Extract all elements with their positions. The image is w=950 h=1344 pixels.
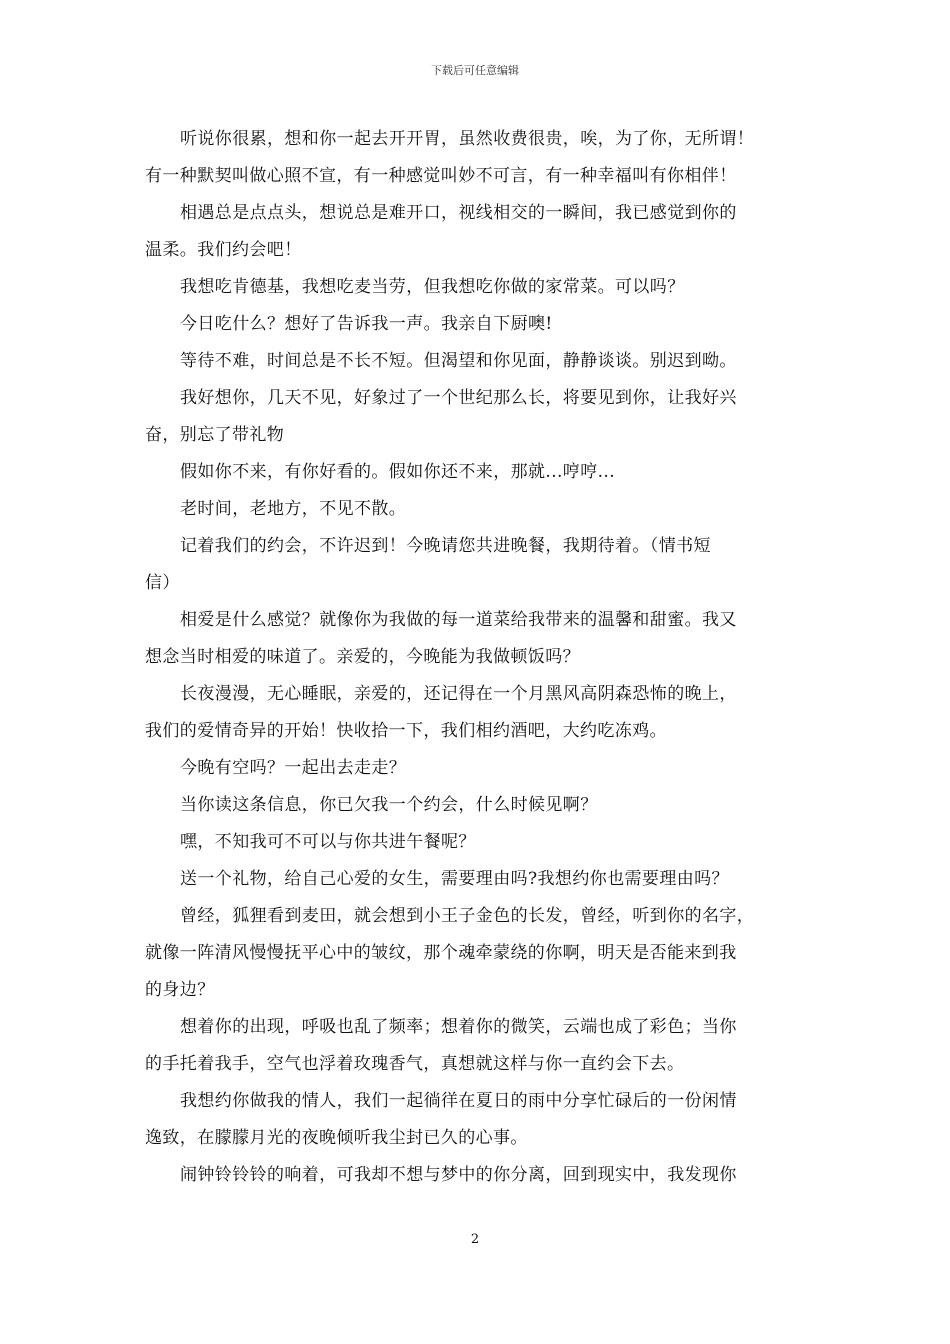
paragraph (145, 1009, 807, 1083)
paragraph (145, 343, 807, 380)
text-line: 我们的爱情奇异的开始！快收拾一下，我们相约酒吧，大约吃冻鸡。 (145, 721, 667, 741)
paragraph (145, 787, 807, 824)
paragraph (145, 454, 807, 491)
paragraph (145, 195, 807, 269)
paragraph (145, 380, 807, 454)
text-line: 的身边？ (145, 980, 215, 1000)
paragraph (145, 491, 807, 528)
text-line: 我好想你，几天不见，好象过了一个世纪那么长，将要见到你，让我好兴 (180, 388, 737, 408)
text-line: 逸致，在朦朦月光的夜晚倾听我尘封已久的心事。 (145, 1128, 528, 1148)
paragraph (145, 1083, 807, 1157)
paragraph (145, 269, 807, 306)
text-line: 听说你很累，想和你一起去开开胃，虽然收费很贵，唉，为了你，无所谓！ (180, 129, 755, 149)
text-line: 长夜漫漫，无心睡眠，亲爱的，还记得在一个月黑风高阴森恐怖的晚上， (180, 684, 737, 704)
paragraph (145, 750, 807, 787)
text-line: 等待不难，时间总是不长不短。但渴望和你见面，静静谈谈。别迟到呦。 (180, 351, 737, 371)
text-line: 温柔。我们约会吧！ (145, 240, 302, 260)
text-line: 今晚有空吗？一起出去走走？ (180, 758, 407, 778)
text-line: 嘿，不知我可不可以与你共进午餐呢？ (180, 832, 476, 852)
text-line: 曾经，狐狸看到麦田，就会想到小王子金色的长发，曾经，听到你的名字， (180, 906, 755, 926)
paragraph (145, 898, 807, 1009)
text-line: 奋，别忘了带礼物 (145, 425, 285, 445)
text-line: 有一种默契叫做心照不宣，有一种感觉叫妙不可言，有一种幸福叫有你相伴！ (145, 166, 737, 186)
text-line: 老时间，老地方，不见不散。 (180, 499, 407, 519)
text-line: 想念当时相爱的味道了。亲爱的，今晚能为我做顿饭吗？ (145, 647, 580, 667)
page-header: 下载后可任意编辑 (431, 64, 519, 77)
text-line: 相遇总是点点头，想说总是难开口，视线相交的一瞬间，我已感觉到你的 (180, 203, 737, 223)
text-line: 当你读这条信息，你已欠我一个约会，什么时候见啊？ (180, 795, 598, 815)
paragraph (145, 1157, 807, 1194)
paragraph (145, 602, 807, 676)
document-body (145, 121, 807, 1194)
paragraph (145, 824, 807, 861)
text-line: 记着我们的约会，不许迟到！今晚请您共进晚餐，我期待着。（情书短 (180, 536, 711, 556)
text-line: 假如你不来，有你好看的。假如你还不来，那就...哼哼... (180, 462, 616, 482)
paragraph (145, 306, 807, 343)
paragraph (145, 121, 807, 195)
text-line: 闹钟铃铃铃的响着，可我却不想与梦中的你分离，回到现实中，我发现你 (180, 1165, 737, 1185)
text-line: 今日吃什么？想好了告诉我一声。我亲自下厨噢! (180, 314, 553, 334)
page-number: 2 (470, 1232, 480, 1247)
text-line: 我想约你做我的情人，我们一起徜徉在夏日的雨中分享忙碌后的一份闲情 (180, 1091, 737, 1111)
paragraph (145, 676, 807, 750)
paragraph (145, 528, 807, 602)
text-line: 想着你的出现，呼吸也乱了频率；想着你的微笑，云端也成了彩色；当你 (180, 1017, 737, 1037)
text-line: 送一个礼物，给自己心爱的女生，需要理由吗?我想约你也需要理由吗？ (180, 869, 729, 889)
paragraph (145, 861, 807, 898)
text-line: 信） (145, 573, 180, 593)
text-line: 我想吃肯德基，我想吃麦当劳，但我想吃你做的家常菜。可以吗？ (180, 277, 685, 297)
text-line: 就像一阵清风慢慢抚平心中的皱纹，那个魂牵蒙绕的你啊，明天是否能来到我 (145, 943, 737, 963)
text-line: 的手托着我手，空气也浮着玫瑰香气，真想就这样与你一直约会下去。 (145, 1054, 685, 1074)
text-line: 相爱是什么感觉？就像你为我做的每一道菜给我带来的温馨和甜蜜。我又 (180, 610, 737, 630)
